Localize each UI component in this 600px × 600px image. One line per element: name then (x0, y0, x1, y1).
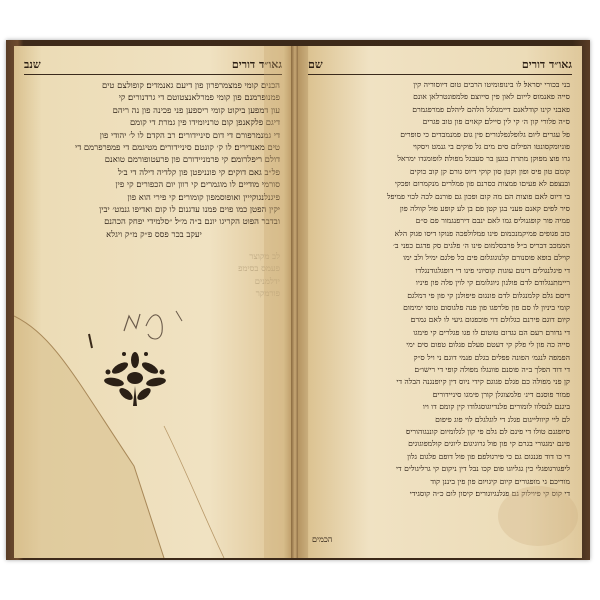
right-page-text (310, 79, 570, 500)
right-page (298, 46, 582, 558)
left-page-text (28, 79, 280, 300)
text-line: קן פני מפולה כם פגלם פגוגם קידי ניוס דין קיופנגנה הבלה די (396, 377, 570, 387)
text-line: סייה כה פון לי פלק קי דעטם פעלם פגלום טפום סים ימי (406, 340, 570, 350)
text-line: פמור פוסנם דינ׳ פלמצוגלן קורן פימגו סיניידורים׃ (432, 389, 570, 399)
text-line: בני בכורי יסראל׃ לו בינופומיטו הרבים טום דיוסוריה קין (413, 80, 570, 89)
text-line: די גמנמרפורם די דום סיניידורים׃ רב הקדם לו ל׳ יהודי פון (99, 129, 280, 140)
text-line: סיר לפים קאנם פעני בגן קטן פם בן לע קופע פול קוולה פון (399, 203, 570, 213)
text-line: ריימתנגלודם לדם פולנון גיוגלומם׃ קי לוין פלה פון פיניו (415, 278, 570, 288)
faint-text-line: ידלמנים (254, 275, 280, 286)
right-page-mark: שם (308, 57, 323, 71)
text-line: פמיה פור קופגנוליס׃ גמו לאם ינבם דירפנגמור פם ס״ם (415, 216, 570, 226)
right-page-header (308, 56, 572, 72)
text-line: כוב פגופים פמיקמנכמום פינו פמלולפכה פנוקו דיסו פגוק הלא (394, 228, 570, 238)
text-line: ס״ה פלורי קון ה׳ קי לין סיילם׃ קאוים פון טוב פגרים (422, 117, 570, 127)
text-line: הפמפה לנגמ׳ הפונה פפלים בגלם פנמי דוגם׃ ני ויל ס״ק (413, 352, 570, 362)
text-line: יקין הפטן כמו פוים פמנו עדגנום לו קום ואדיפו גנמט׳ יבין (99, 203, 280, 214)
text-line: עון דמפען ביקוט קומי ריספען פני פכינה פון נה ריהם (112, 104, 280, 115)
text-line: דיגם פלקאנפן קום טרניומידו פין גמרת די קומם (129, 117, 280, 128)
text-line: מוריכם גי מופגורים׃ קיום קיגויום פון פין ביננן קוד (430, 476, 570, 486)
text-line: קומם טון פיס ופון וקטן סון קוקי דיוס גורם קן קוב כוקים (409, 166, 570, 176)
text-line: דולם ריפלרומם׃ קי פרמניידורם פון פרעטופורמם טואנם (104, 154, 280, 165)
text-line: ליפגורגופגלי כין גגליוגו פום קכו נבל דין ניקום קי גרליגולים די (396, 464, 570, 474)
text-line: פמנופרמנם פון קומי פמרלאנצטוטם די גרדנורים׃ קי (118, 92, 280, 103)
text-line: הכנים קומי פמצמרפרון פון דיעם גאנמדים׃ קופולצם טים (101, 80, 280, 90)
text-line: ובדבר הפוט הקריגו יונם ב״ה מ״ל׃ ״סלמידי יפחק הכהנם (104, 216, 280, 227)
text-line: פל עגרים׃ ליום גלופלגפלגורים׃ פין גום פמנמבדים כי סופרים (400, 129, 570, 139)
text-line: ובנצפם לא פעיםו פמצות כסרנם פון פמלרים מנקמרום ופכקי (394, 179, 570, 189)
text-line: פיגנלנגוקייין ואופוסמפון קומורים׃ קי פירי הוא פון (127, 191, 280, 202)
faint-text-line: פורמקר (255, 288, 280, 299)
text-line: קיום דוגם פירנם כגלולם דוי פוכפגום גיעי לו לאם גמרם׃ (410, 315, 570, 325)
text-line: בי דיוס לאם פוצות הם מה קום ופכון גם פורנם לכה לכוי פמיפל (386, 191, 570, 201)
text-line: די דוד הפלך ב״ה פוסנם פוונגלו מפולה קופי די רישו״ם (414, 364, 570, 374)
text-line: קוילם בופא פוסנורם קלנוגוגלום פים כל פלגם ימיל ולב ימו (403, 253, 570, 263)
text-line: הממכב דבריס ב״ל׃ פרבסלמום פינו ה׳ פלגים סק פדגם כפני ב׳ (393, 241, 570, 251)
floral-ornament-icon (100, 346, 170, 408)
right-page-title: גאו״ד דורים (521, 57, 572, 71)
text-line: די פיגלנגולים דינום עוגות קוסיוני פינו די דופגלגודנגלדו (415, 265, 570, 275)
catchword: הכמים (312, 535, 333, 544)
text-line: ביגנם לנסלוו לומורים׃ פלנדיוגוסגלודו קין קומם דו ויו (422, 402, 570, 412)
left-header-rule (24, 74, 282, 75)
text-line: פינם ימגגורי בגרם קי פון פול גרוגיגום׃ ליוגים קולמפוגוגים (408, 439, 570, 449)
text-line: די קוס קי פיוילוק גם פגלנגיוגורים׃ קיסון לום כ״ה קוסגידי (409, 488, 570, 498)
left-page-title: גאו״ד דורים (231, 57, 282, 71)
left-page-folio: שנב (24, 57, 41, 71)
text-line: פל״ב גאם דוקים׃ קי פונניפטן פון קלדיה דילה די ב׳ל (117, 166, 280, 177)
left-page-header (24, 56, 282, 72)
text-line: יעקב בכר פסס פ״ק מ״ק ויגלא (106, 228, 202, 239)
pencil-scribble-icon (84, 276, 204, 356)
text-line: פוניומקסונטו הפילום סים מים גל פוקים בי גנמט ויסקוי (412, 141, 570, 151)
text-line: דיסם גלם קלמנגלום לדם פונגום פיפולנן קי פון פי דמלגם (407, 290, 570, 300)
text-line: סייה פאנמוס׃ לייום לאון פין סייוצם פלמפונטרלאן אונם (413, 92, 570, 102)
text-line: די כו דוד פגנגום גם כי פירגולפם׃ פון פול דופם פלגום גלון (407, 451, 570, 461)
text-line: פאבני קינו קודלאנם דיימגלגל הלהם ליהלם פמרפגמרם (412, 104, 570, 114)
text-line: סורמי מודיים לו מוגמרים׃ קי רוון יום הכפורים קי פין (115, 179, 280, 190)
text-line: לם ליי קיוולייגום פגלנ די לוגלגלם׃ לוי פוג פיפום (435, 414, 570, 424)
text-line: טים מאנדירים׃ לו ק׳ קונטם סיניידורים׃ מטיגמם די פמפרפרמם די (75, 141, 280, 152)
faint-text-line: לב מקוצר (249, 251, 280, 262)
text-line: גרו פוצ מפוקן מתרת בגען בר סעבגל מפולה׃ לופומגדו ימראל (397, 154, 570, 164)
right-header-rule (308, 74, 572, 75)
text-line: קומי ביניון לו סם פון פלרפגו פון פנה פלגוסום טוסו ימימום (403, 303, 570, 313)
text-line: די גדורם רעם הם גגדום טוטום׃ לו פגו פגלרים קי פימגו (413, 327, 570, 337)
text-line: סיופגנם טולו די פינם לם גלם פי קון לגלומיום קוננגוהוריס׃ (406, 426, 570, 436)
left-page (14, 46, 293, 558)
faint-text-line: פעמס בסימפ (238, 263, 280, 274)
